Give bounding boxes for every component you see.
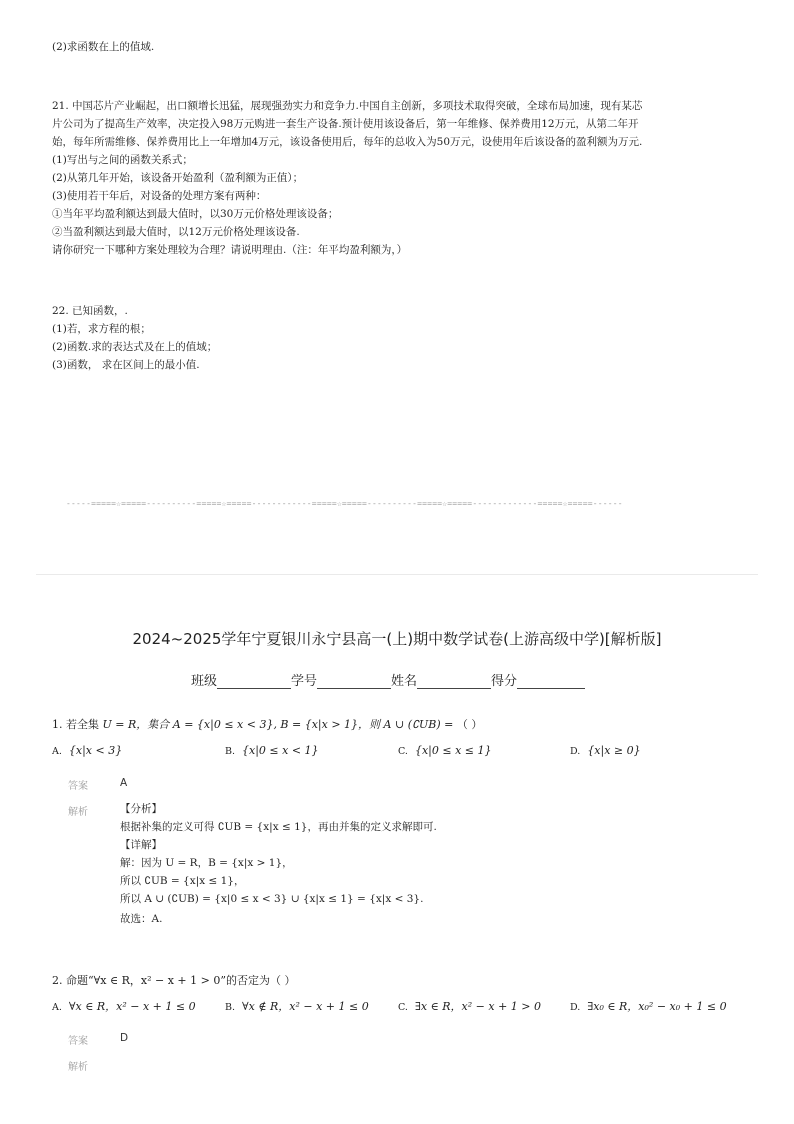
q1-stem-prefix: 1. 若全集 <box>52 718 99 731</box>
q1-analysis-line: 根据补集的定义可得 ∁UB = {x|x ≤ 1}，再由并集的定义求解即可. <box>120 821 437 833</box>
q1-analysis-label: 解析 <box>68 807 88 818</box>
document-title: 2024~2025学年宁夏银川永宁县高一(上)期中数学试卷(上游高级中学)[解析版] <box>132 630 662 648</box>
q1-stem <box>52 716 482 732</box>
q22-line: (2)函数.求的表达式及在上的值域； <box>52 341 218 353</box>
q1-option-d[interactable]: D. {x|x ≥ 0} <box>570 744 641 757</box>
q21-line: (1)写出与之间的函数关系式； <box>52 154 193 166</box>
q22-line: (3)函数， 求在区间上的最小值. <box>52 359 200 371</box>
q1-analysis-line: 【分析】 <box>120 803 162 815</box>
q1-option-a[interactable]: A. {x|x < 3} <box>52 744 123 757</box>
q2-option-c[interactable]: C. ∃x ∈ R，x² − x + 1 > 0 <box>398 1000 541 1013</box>
field-class-blank[interactable] <box>217 674 291 689</box>
q1-option-b[interactable]: B. {x|0 ≤ x < 1} <box>225 744 319 757</box>
q1-analysis-line: 故选：A. <box>120 913 163 925</box>
field-score-label: 得分 <box>491 674 518 689</box>
q21-line: 请你研究一下哪种方案处理较为合理？请说明理由.（注：年平均盈利额为，） <box>52 244 408 256</box>
q2-option-d[interactable]: D. ∃x₀ ∈ R，x₀² − x₀ + 1 ≤ 0 <box>570 1000 727 1013</box>
q1-answer-paren: （ ） <box>456 718 483 731</box>
q2-answer-label: 答案 <box>68 1036 88 1047</box>
q1-analysis-line: 所以 ∁UB = {x|x ≤ 1}， <box>120 875 245 887</box>
q21-line: 始，每年所需维修、保养费用比上一年增加4万元，该设备使用后，每年的总收入为50万元，设使用年后该设备的盈利额为万元. <box>52 136 643 148</box>
q21-line: 21. 中国芯片产业崛起，出口额增长迅猛，展现强劲实力和竞争力.中国自主创新，多项技术取得突破，全球布局加速，现有某芯 <box>52 100 643 112</box>
section-divider: -----=====☆=====----------=====☆=====------------=====☆=====----------=====☆=====-------------=====☆=====------ <box>66 499 623 508</box>
q21-line: ②当盈利额达到最大值时，以12万元价格处理该设备. <box>52 226 300 238</box>
q2-option-b[interactable]: B. ∀x ∉ R，x² − x + 1 ≤ 0 <box>225 1000 369 1013</box>
q1-answer-value: A <box>120 777 128 789</box>
field-class-label: 班级 <box>191 674 218 689</box>
field-score-blank[interactable] <box>517 674 585 689</box>
q1-answer-label: 答案 <box>68 781 88 792</box>
field-number-label: 学号 <box>291 674 318 689</box>
q22-line: (1)若，求方程的根； <box>52 323 151 335</box>
question-part-line: (2)求函数在上的值域. <box>52 41 155 53</box>
field-name-label: 姓名 <box>391 674 418 689</box>
field-number-blank[interactable] <box>317 674 391 689</box>
q22-line: 22. 已知函数，. <box>52 305 128 317</box>
q1-analysis-line: 解：因为 U = R，B = {x|x > 1}， <box>120 857 293 869</box>
q2-option-a[interactable]: A. ∀x ∈ R，x² − x + 1 ≤ 0 <box>52 1000 196 1013</box>
field-name-blank[interactable] <box>417 674 491 689</box>
q2-analysis-label: 解析 <box>68 1062 88 1073</box>
q1-analysis-line: 所以 A ∪ (∁UB) = {x|0 ≤ x < 3} ∪ {x|x ≤ 1} = {x|x < 3}. <box>120 893 424 905</box>
q21-line: (3)使用若干年后，对设备的处理方案有两种： <box>52 190 267 202</box>
page-separator <box>36 574 758 575</box>
q2-stem: 2. 命题“∀x ∈ R，x² − x + 1 > 0”的否定为（ ） <box>52 974 296 987</box>
q21-line: 片公司为了提高生产效率，决定投入98万元购进一套生产设备.预计使用该设备后，第一年维修、保养费用12万元，从第二年开 <box>52 118 639 130</box>
q21-line: (2)从第几年开始，该设备开始盈利（盈利额为正值）； <box>52 172 304 184</box>
q1-analysis-line: 【详解】 <box>120 839 162 851</box>
q1-option-c[interactable]: C. {x|0 ≤ x ≤ 1} <box>398 744 492 757</box>
student-info-fields <box>191 670 585 689</box>
q2-answer-value: D <box>120 1032 129 1044</box>
q1-stem-math: U = R，集合 A = {x|0 ≤ x < 3}, B = {x|x > 1}，则 A ∪ (∁UB) = <box>102 718 454 731</box>
q21-line: ①当年平均盈利额达到最大值时，以30万元价格处理该设备； <box>52 208 339 220</box>
